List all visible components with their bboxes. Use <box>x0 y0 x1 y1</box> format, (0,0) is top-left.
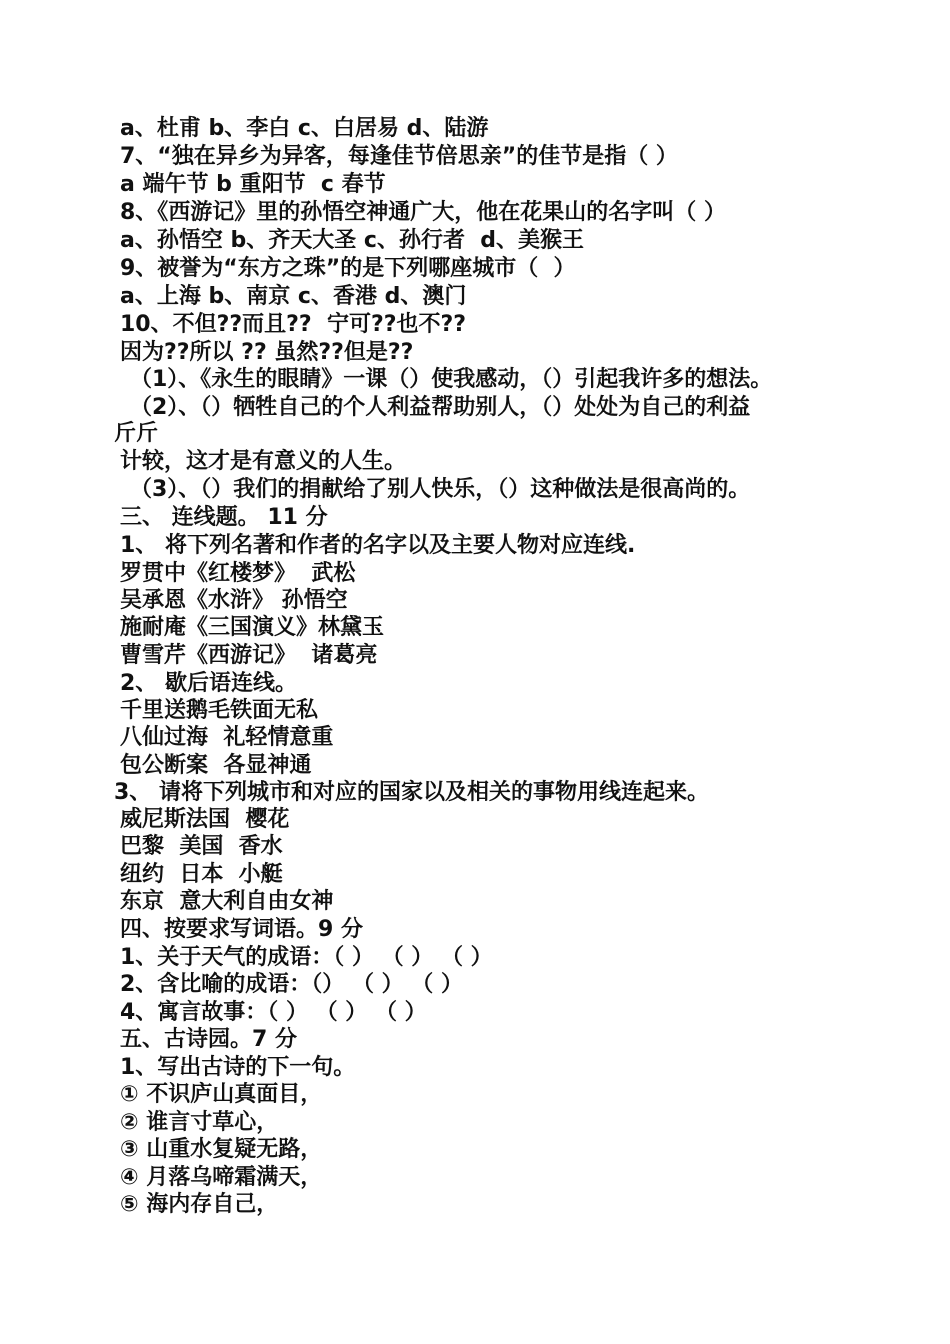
matching-row: 巴黎 美国 香水 <box>120 834 283 859</box>
poem-question-1: 1、写出古诗的下一句。 <box>120 1055 356 1080</box>
matching-question-2: 2、 歇后语连线。 <box>120 671 297 696</box>
question-10-item-1: （1）、《永生的眼睛》一课（）使我感动，（）引起我许多的想法。 <box>130 367 773 392</box>
matching-row: 八仙过海 礼轻情意重 <box>120 725 334 750</box>
matching-row: 纽约 日本 小艇 <box>120 862 283 887</box>
matching-question-1: 1、 将下列名著和作者的名字以及主要人物对应连线. <box>120 533 636 558</box>
answer-options-q8: a、孙悟空 b、齐天大圣 c、孙行者 d、美猴王 <box>120 228 585 253</box>
question-10-item-2-end: 计较，这才是有意义的人生。 <box>120 449 407 474</box>
poem-line: ③ 山重水复疑无路， <box>120 1137 323 1162</box>
question-10-item-2: （2）、（）牺牲自己的个人利益帮助别人，（）处处为自己的利益 <box>130 395 751 420</box>
poem-line: ⑤ 海内存自己， <box>120 1192 279 1217</box>
question-9: 9、被誉为“东方之珠”的是下列哪座城市（ ） <box>120 256 576 281</box>
matching-row: 吴承恩《水浒》 孙悟空 <box>120 588 348 613</box>
matching-row: 包公断案 各显神通 <box>120 753 312 778</box>
matching-row: 威尼斯法国 樱花 <box>120 807 290 832</box>
question-10-item-3: （3）、（）我们的捐献给了别人快乐，（）这种做法是很高尚的。 <box>130 477 751 502</box>
section-3-heading: 三、 连线题。 11 分 <box>120 505 328 530</box>
matching-row: 曹雪芹《西游记》 诸葛亮 <box>120 643 378 668</box>
question-10-item-2-continued: 斤斤 <box>114 421 159 446</box>
answer-options-q7: a 端午节 b 重阳节 c 春节 <box>120 172 386 197</box>
question-10: 10、不但??而且?? 宁可??也不?? <box>120 312 467 337</box>
question-7: 7、“独在异乡为异客，每逢佳节倍思亲”的佳节是指（ ） <box>120 144 678 169</box>
question-8: 8、《西游记》里的孙悟空神通广大，他在花果山的名字叫（ ） <box>120 200 726 225</box>
matching-question-3: 3、 请将下列城市和对应的国家以及相关的事物用线连起来。 <box>114 780 709 805</box>
poem-line: ② 谁言寸草心， <box>120 1110 279 1135</box>
answer-options-q6: a、杜甫 b、李白 c、白居易 d、陆游 <box>120 116 489 141</box>
poem-line: ① 不识庐山真面目， <box>120 1082 323 1107</box>
question-10-conjunctions: 因为??所以 ?? 虽然??但是?? <box>120 340 414 365</box>
matching-row: 罗贯中《红楼梦》 武松 <box>120 561 356 586</box>
idiom-question-4: 4、寓言故事：（ ） （ ） （ ） <box>120 1000 427 1025</box>
section-4-heading: 四、按要求写词语。9 分 <box>120 917 363 942</box>
answer-options-q9: a、上海 b、南京 c、香港 d、澳门 <box>120 284 467 309</box>
matching-row: 千里送鹅毛铁面无私 <box>120 698 319 723</box>
poem-line: ④ 月落乌啼霜满天， <box>120 1165 323 1190</box>
matching-row: 东京 意大利自由女神 <box>120 889 334 914</box>
idiom-question-2: 2、含比喻的成语：（） （ ） （ ） <box>120 972 463 997</box>
section-5-heading: 五、古诗园。7 分 <box>120 1027 297 1052</box>
idiom-question-1: 1、关于天气的成语：（ ） （ ） （ ） <box>120 945 493 970</box>
matching-row: 施耐庵《三国演义》林黛玉 <box>120 615 385 640</box>
